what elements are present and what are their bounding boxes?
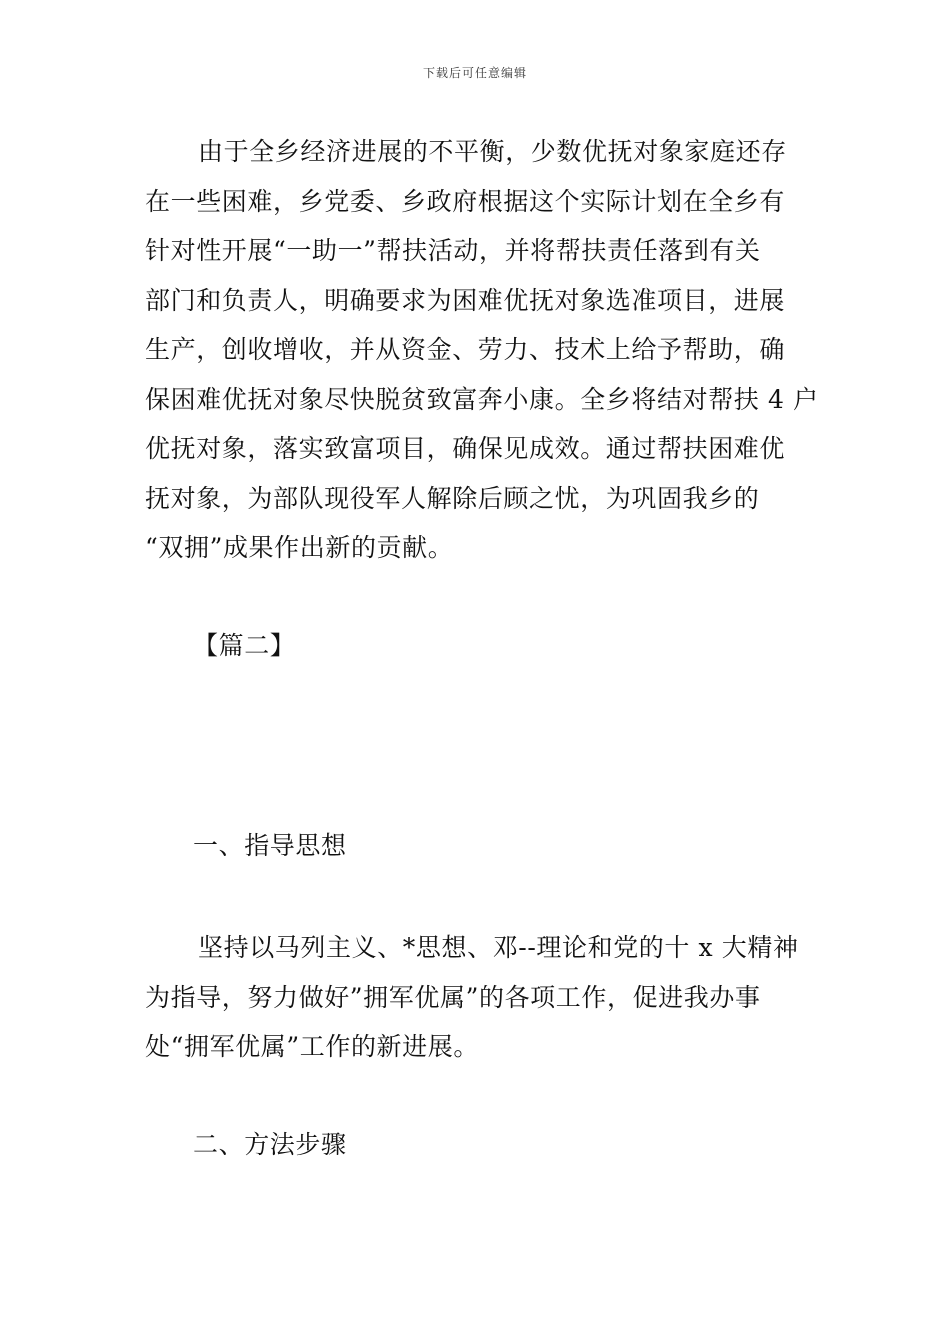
paragraph-line: 由于全乡经济进展的不平衡，少数优抚对象家庭还存 bbox=[198, 137, 787, 166]
paragraph-line: 部门和负责人，明确要求为困难优抚对象选准项目，进展 bbox=[145, 285, 786, 315]
paragraph-support-activities bbox=[145, 127, 819, 573]
paragraph-line: 针对性开展“一助一”帮扶活动，并将帮扶责任落到有关 bbox=[145, 236, 761, 265]
section-marker: 【篇二】 bbox=[193, 631, 296, 660]
heading-methods-steps: 二、方法步骤 bbox=[193, 1130, 347, 1159]
paragraph-line: “双拥”成果作出新的贡献。 bbox=[145, 533, 454, 562]
paragraph-line: 为指导，努力做好”拥军优属”的各项工作，促进我办事 bbox=[145, 982, 761, 1012]
paragraph-line: 保困难优抚对象尽快脱贫致富奔小康。全乡将结对帮扶 4 户 bbox=[145, 384, 819, 414]
paragraph-line: 在一些困难，乡党委、乡政府根据这个实际计划在全乡有 bbox=[145, 186, 786, 216]
heading-guiding-ideology: 一、指导思想 bbox=[193, 831, 347, 860]
download-note: 下载后可任意编辑 bbox=[422, 66, 527, 80]
paragraph-line: 坚持以马列主义、*思想、邓--理论和党的十 x 大精神 bbox=[198, 933, 799, 962]
paragraph-line: 生产，创收增收，并从资金、劳力、技术上给予帮助，确 bbox=[145, 335, 786, 364]
paragraph-line: 抚对象，为部队现役军人解除后顾之忧，为巩固我乡的 bbox=[145, 483, 760, 513]
paragraph-guiding-ideology bbox=[145, 923, 805, 1072]
paragraph-line: 优抚对象，落实致富项目，确保见成效。通过帮扶困难优 bbox=[145, 434, 786, 463]
paragraph-line: 处“拥军优属”工作的新进展。 bbox=[145, 1032, 479, 1061]
